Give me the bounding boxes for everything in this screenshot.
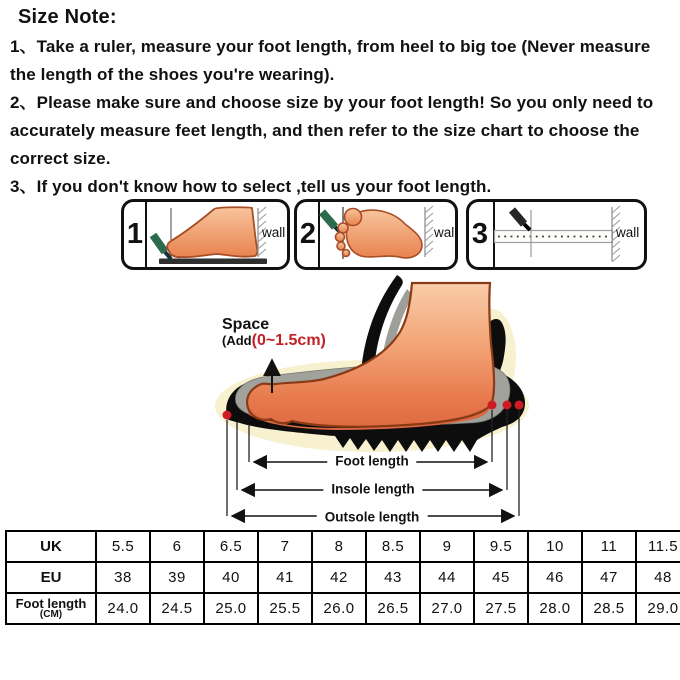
note-item-1-text: Take a ruler, measure your foot length, from heel to big toe (Never measure the length of the shoes you're wearing). [10,37,651,84]
wall-label-1: wall [262,225,286,240]
note-item-2 [10,89,674,173]
ruler-icon [495,231,613,243]
note-item-2-marker: 2、 [10,93,37,112]
eu-size-cell: 39 [150,562,204,593]
size-chart-table [5,530,680,625]
uk-size-cell: 6 [150,531,204,562]
table-row-foot-length [6,593,680,624]
note-item-3-text: If you don't know how to select ,tell us your foot length. [36,177,492,196]
note-item-3-marker: 3、 [10,177,37,196]
foot-length-cell: 24.5 [150,593,204,624]
space-label-detail [222,332,326,349]
note-item-2-text: Please make sure and choose size by your foot length! So you only need to accurately measure feet length, and then refer to the size chart to choose the correct size. [10,93,654,168]
row-header-uk-text: UK [40,538,62,555]
ground-bar-icon [159,259,267,265]
eu-size-cell: 42 [312,562,366,593]
step-number-2: 2 [299,218,317,250]
space-label [222,316,326,349]
foot-length-cell: 24.0 [96,593,150,624]
step-number-1: 1 [126,218,144,250]
space-label-title: Space [222,316,270,333]
row-header-eu [6,562,96,593]
foot-length-cell: 27.5 [474,593,528,624]
row-header-foot-length-text: Foot length [15,596,87,611]
measure-step-panel-3 [466,199,647,270]
uk-size-cell: 9 [420,531,474,562]
outsole-length-label: Outsole length [317,510,428,525]
table-row-uk [6,531,680,562]
uk-size-cell: 5.5 [96,531,150,562]
foot-length-cell: 25.5 [258,593,312,624]
table-row-eu [6,562,680,593]
eu-size-cell: 43 [366,562,420,593]
foot-length-cell: 26.0 [312,593,366,624]
eu-size-cell: 46 [528,562,582,593]
foot-length-cell: 26.5 [366,593,420,624]
note-item-1 [10,33,674,89]
eu-size-cell: 38 [96,562,150,593]
eu-size-cell: 45 [474,562,528,593]
eu-size-cell: 41 [258,562,312,593]
foot-length-cell: 28.0 [528,593,582,624]
wall-label-2: wall [434,225,458,240]
uk-size-cell: 8 [312,531,366,562]
uk-size-cell: 6.5 [204,531,258,562]
measure-step-panel-2 [294,199,458,270]
eu-size-cell: 44 [420,562,474,593]
foot-length-label: Foot length [327,454,416,469]
uk-size-cell: 7 [258,531,312,562]
note-item-1-marker: 1、 [10,37,37,56]
uk-size-cell: 10 [528,531,582,562]
insole-length-label: Insole length [323,482,422,497]
foot-length-cell: 27.0 [420,593,474,624]
uk-size-cell: 11 [582,531,636,562]
note-item-3 [10,173,674,201]
row-header-foot-length [6,593,96,624]
space-value-text: (0~1.5cm) [251,332,326,349]
wall-label-3: wall [616,225,640,240]
foot-length-cell: 29.0 [636,593,680,624]
size-note-section [10,4,674,201]
eu-size-cell: 48 [636,562,680,593]
step-number-3: 3 [471,218,489,250]
row-header-foot-length-unit: (CM) [39,609,63,620]
eu-size-cell: 47 [582,562,636,593]
page-title: Size Note: [18,6,117,28]
foot-length-cell: 28.5 [582,593,636,624]
uk-size-cell: 9.5 [474,531,528,562]
eu-size-cell: 40 [204,562,258,593]
row-header-eu-text: EU [40,569,62,586]
foot-length-cell: 25.0 [204,593,258,624]
measure-step-panel-1 [121,199,290,270]
space-add-text: (Add [222,333,252,348]
uk-size-cell: 8.5 [366,531,420,562]
row-header-uk [6,531,96,562]
uk-size-cell: 11.5 [636,531,680,562]
